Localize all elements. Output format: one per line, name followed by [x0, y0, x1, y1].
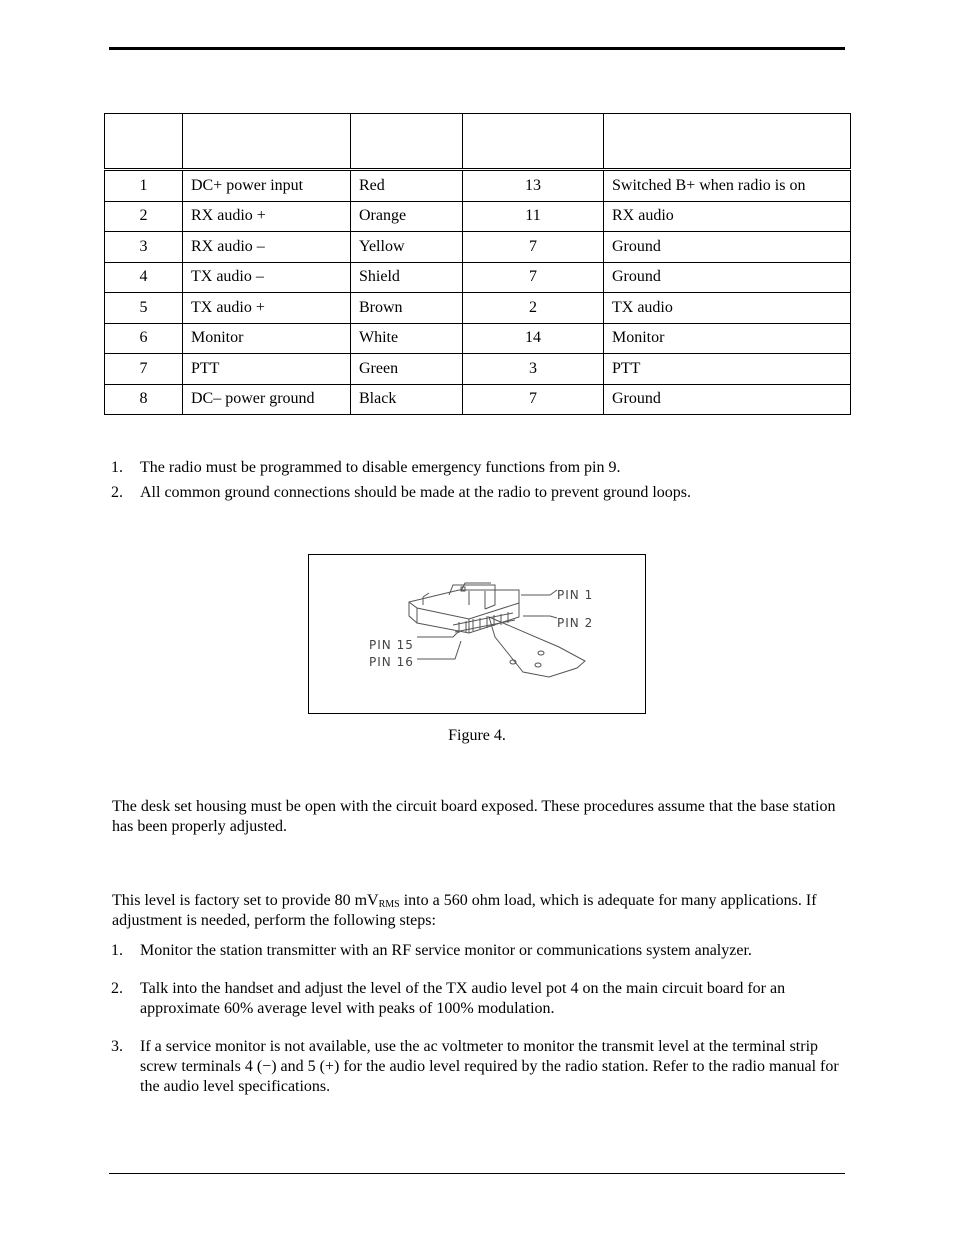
pin-cell: 8	[105, 384, 183, 415]
function-cell: DC+ power input	[183, 170, 351, 202]
list-item	[111, 484, 691, 509]
table-header-cell	[183, 114, 351, 170]
step-text: If a service monitor is not available, use the ac voltmeter to monitor the transmit level at the terminal strip screw terminals 4 (−) and 5 (+) for the audio level required by the radio station. Refer to the radio manual for the audio level specifications.	[140, 1038, 839, 1095]
wire-color-cell: White	[351, 323, 463, 354]
radio-pin-cell: 3	[463, 354, 604, 385]
list-item	[111, 1037, 851, 1097]
pin-cell: 4	[105, 262, 183, 293]
list-item	[111, 979, 851, 1019]
function-cell: TX audio +	[183, 293, 351, 324]
table-row	[105, 262, 851, 293]
step-text: Talk into the handset and adjust the level of the TX audio level pot 4 on the main circuit board for an approximate 60% average level with peaks of 100% modulation.	[140, 980, 786, 1017]
radio-pin-cell: 7	[463, 384, 604, 415]
level-text-start: This level is factory set to provide 80 mV	[112, 892, 379, 909]
wire-color-cell: Orange	[351, 201, 463, 232]
function-cell: DC– power ground	[183, 384, 351, 415]
list-item	[111, 941, 851, 961]
note-number: 2.	[111, 484, 123, 501]
table-header-row	[105, 114, 851, 170]
radio-pin-cell: 13	[463, 170, 604, 202]
wire-color-cell: Green	[351, 354, 463, 385]
header-rule	[109, 47, 845, 50]
wire-color-cell: Red	[351, 170, 463, 202]
level-paragraph	[112, 891, 852, 931]
radio-pin-cell: 14	[463, 323, 604, 354]
table-header-cell	[604, 114, 851, 170]
connector-figure	[308, 554, 646, 714]
note-text: The radio must be programmed to disable emergency functions from pin 9.	[140, 459, 621, 476]
note-number: 1.	[111, 459, 123, 476]
radio-pin-cell: 7	[463, 232, 604, 263]
footer-rule	[109, 1173, 845, 1174]
wire-color-cell: Black	[351, 384, 463, 415]
radio-function-cell: Monitor	[604, 323, 851, 354]
pin-cell: 6	[105, 323, 183, 354]
function-cell: Monitor	[183, 323, 351, 354]
radio-function-cell: Switched B+ when radio is on	[604, 170, 851, 202]
table-row	[105, 384, 851, 415]
table-row	[105, 293, 851, 324]
table-header-cell	[105, 114, 183, 170]
table-header-cell	[351, 114, 463, 170]
pin-1-label: PIN 1	[557, 588, 594, 602]
radio-pin-cell: 11	[463, 201, 604, 232]
note-text: All common ground connections should be made at the radio to prevent ground loops.	[140, 484, 691, 501]
radio-function-cell: PTT	[604, 354, 851, 385]
step-text: Monitor the station transmitter with an RF service monitor or communications system analyzer.	[140, 942, 752, 959]
table-header-cell	[463, 114, 604, 170]
function-cell: TX audio –	[183, 262, 351, 293]
radio-pin-cell: 2	[463, 293, 604, 324]
wire-color-cell: Brown	[351, 293, 463, 324]
radio-function-cell: RX audio	[604, 201, 851, 232]
table-notes	[111, 459, 691, 509]
function-cell: RX audio +	[183, 201, 351, 232]
connector-diagram	[309, 555, 645, 713]
pin-cell: 3	[105, 232, 183, 263]
table-row	[105, 354, 851, 385]
radio-function-cell: Ground	[604, 384, 851, 415]
step-number: 1.	[111, 942, 123, 959]
table-row	[105, 323, 851, 354]
step-number: 2.	[111, 980, 123, 997]
table-row	[105, 232, 851, 263]
wiring-table	[104, 113, 851, 415]
rms-subscript: RMS	[378, 899, 400, 910]
list-item	[111, 459, 691, 484]
pin-cell: 1	[105, 170, 183, 202]
function-cell: RX audio –	[183, 232, 351, 263]
wire-color-cell: Shield	[351, 262, 463, 293]
table-row	[105, 170, 851, 202]
setup-paragraph: The desk set housing must be open with the circuit board exposed. These procedures assume that the base station has been properly adjusted.	[112, 798, 836, 835]
radio-function-cell: TX audio	[604, 293, 851, 324]
pin-cell: 2	[105, 201, 183, 232]
pin-15-label: PIN 15	[369, 638, 414, 652]
adjustment-steps	[111, 941, 851, 1097]
radio-pin-cell: 7	[463, 262, 604, 293]
pin-cell: 7	[105, 354, 183, 385]
radio-function-cell: Ground	[604, 262, 851, 293]
figure-caption: Figure 4.	[448, 727, 506, 744]
pin-cell: 5	[105, 293, 183, 324]
step-number: 3.	[111, 1038, 123, 1055]
level-text-end: into a 560 ohm load, which is adequate for many applications. If adjustment is needed, perform the following steps:	[112, 892, 817, 929]
pin-2-label: PIN 2	[557, 616, 594, 630]
wire-color-cell: Yellow	[351, 232, 463, 263]
table-row	[105, 201, 851, 232]
function-cell: PTT	[183, 354, 351, 385]
pin-16-label: PIN 16	[369, 655, 414, 669]
radio-function-cell: Ground	[604, 232, 851, 263]
